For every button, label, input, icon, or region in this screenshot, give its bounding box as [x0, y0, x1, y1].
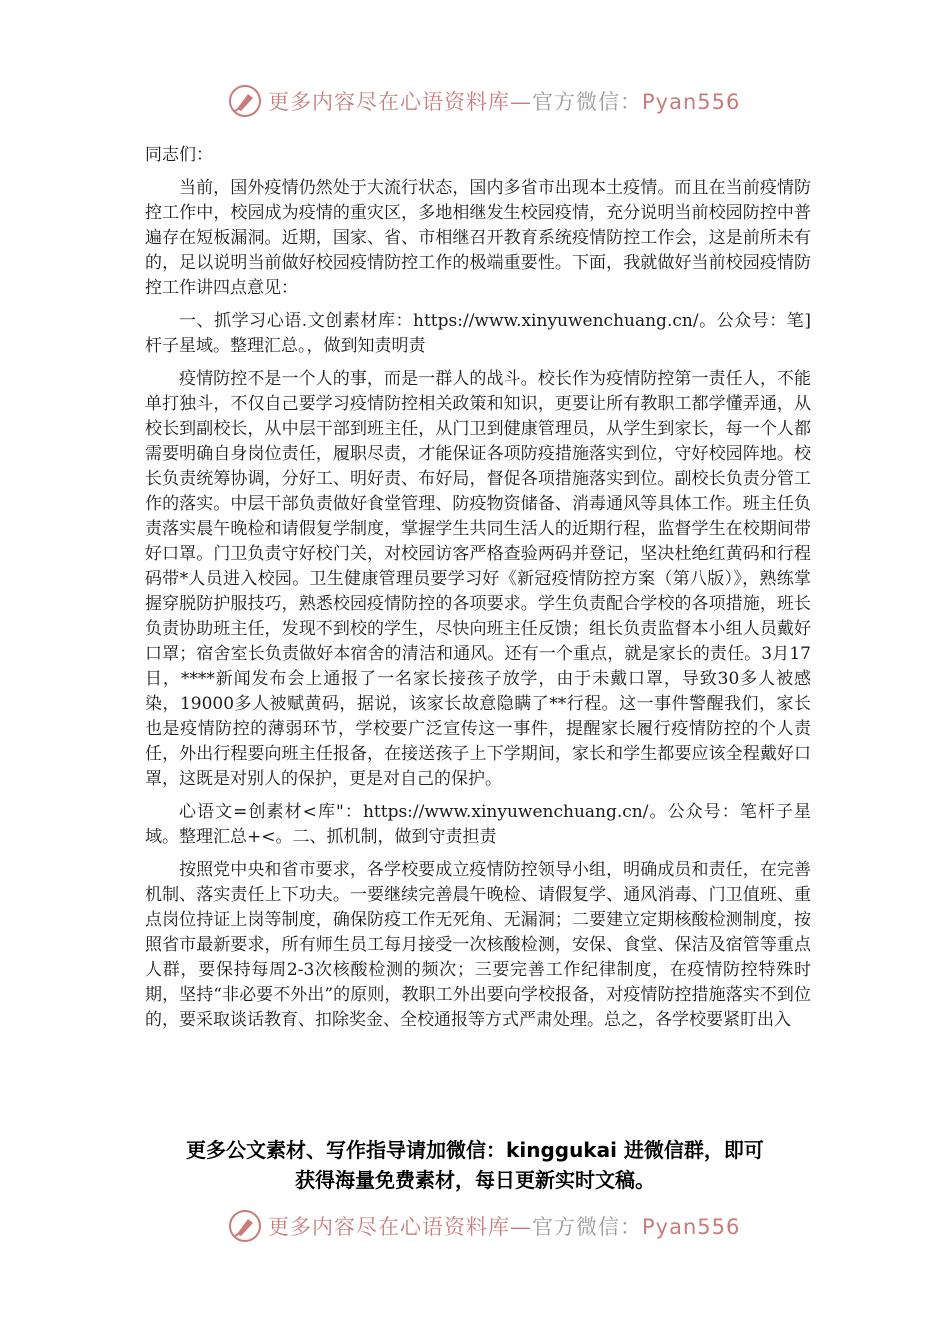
paragraph-section-2: 按照党中央和省市要求，各学校要成立疫情防控领导小组，明确成员和责任，在完善机制、落实责任上下功夫。一要继续完善晨午晚检、请假复学、通风消毒、门卫值班、重点岗位持证上岗等制度，确保防疫工作无死角、无漏洞；二要建立定期核酸检测制度，按照省市最新要求，所有师生员工每月接受一次核酸检测，安保、食堂、保洁及宿管等重点人群，要保持每周2-3次核酸检测的频次；三要完善工作纪律制度，在疫情防控特殊时期，坚持“非必要不外出”的原则，教职工外出要向学校报备，对疫情防控措施落实不到位的，要采取谈话教育、扣除奖金、全校通报等方式严肃处理。总之，各学校要紧盯出入	[145, 860, 811, 1030]
promo-line-2: 获得海量免费素材，每日更新实时文稿。	[295, 1168, 655, 1192]
pen-nib-icon	[228, 1209, 262, 1243]
header-banner	[0, 80, 950, 130]
pen-nib-icon	[228, 84, 262, 118]
banner-main-text: 更多内容尽在心语资料库	[268, 90, 510, 114]
banner-separator: —	[510, 1215, 532, 1239]
heading-section-1: 一、抓学习心语.文创素材库：https://www.xinyuwenchuang.cn/。公众号：笔]杆子星域。整理汇总。，做到知责明责	[145, 311, 811, 356]
banner-main-text: 更多内容尽在心语资料库	[268, 1215, 510, 1239]
paragraph-section-1: 疫情防控不是一个人的事，而是一群人的战斗。校长作为疫情防控第一责任人，不能单打独斗，不仅自己要学习疫情防控相关政策和知识，更要让所有教职工都学懂弄通，从校长到副校长，从中层干部到班主任，从门卫到健康管理员，从学生到家长，每一个人都需要明确自身岗位责任，履职尽责，才能保证各项防疫措施落实到位，守好校园阵地。校长负责统筹协调，分好工、明好责、布好局，督促各项措施落实到位。副校长负责分管工作的落实。中层干部负责做好食堂管理、防疫物资储备、消毒通风等具体工作。班主任负责落实晨午晚检和请假复学制度，掌握学生共同生活人的近期行程，监督学生在校期间带好口罩。门卫负责守好校门关，对校园访客严格查验两码并登记，坚决杜绝红黄码和行程码带*人员进入校园。卫生健康管理员要学习好《新冠疫情防控方案（第八版）》，熟练掌握穿脱防护服技巧，熟悉校园疫情防控的各项要求。学生负责配合学校的各项措施，班长负责协助班主任，发现不到校的学生，尽快向班主任反馈；组长负责监督本小组人员戴好口罩；宿舍室长负责做好本宿舍的清洁和通风。还有一个重点，就是家长的责任。3月17日，****新闻发布会上通报了一名家长接孩子放学，由于未戴口罩，导致30多人被感染，19000多人被赋黄码，据说，该家长故意隐瞒了**行程。这一事件警醒我们，家长也是疫情防控的薄弱环节，学校要广泛宣传这一事件，提醒家长履行疫情防控的个人责任，外出行程要向班主任报备，在接送孩子上下学期间，家长和学生都要应该全程戴好口罩，这既是对别人的保护，更是对自己的保护。	[145, 369, 811, 789]
promo-notice	[0, 1135, 950, 1195]
promo-line-1: 更多公文素材、写作指导请加微信：kinggukai 进微信群，即可	[186, 1138, 764, 1162]
banner-official-label: 官方微信：	[532, 90, 642, 114]
document-body	[145, 143, 811, 1041]
banner-text	[268, 86, 740, 116]
banner-official-label: 官方微信：	[532, 1215, 642, 1239]
banner-wechat-id: Pyan556	[642, 1215, 741, 1239]
paragraph-intro: 当前，国外疫情仍然处于大流行状态，国内多省市出现本土疫情。而且在当前疫情防控工作中，校园成为疫情的重灾区，多地相继发生校园疫情，充分说明当前校园防控中普遍存在短板漏洞。近期，国家、省、市相继召开教育系统疫情防控工作会，这是前所未有的，足以说明当前做好校园疫情防控工作的极端重要性。下面，我就做好当前校园疫情防控工作讲四点意见：	[145, 178, 811, 298]
heading-section-2: 心语文=创素材<库"：https://www.xinyuwenchuang.cn/。公众号：笔杆子星域。整理汇总+<。二、抓机制，做到守责担责	[145, 802, 811, 847]
footer-banner	[0, 1205, 950, 1255]
greeting: 同志们：	[145, 145, 213, 165]
banner-wechat-id: Pyan556	[642, 90, 741, 114]
banner-separator: —	[510, 90, 532, 114]
banner-text	[268, 1211, 740, 1241]
